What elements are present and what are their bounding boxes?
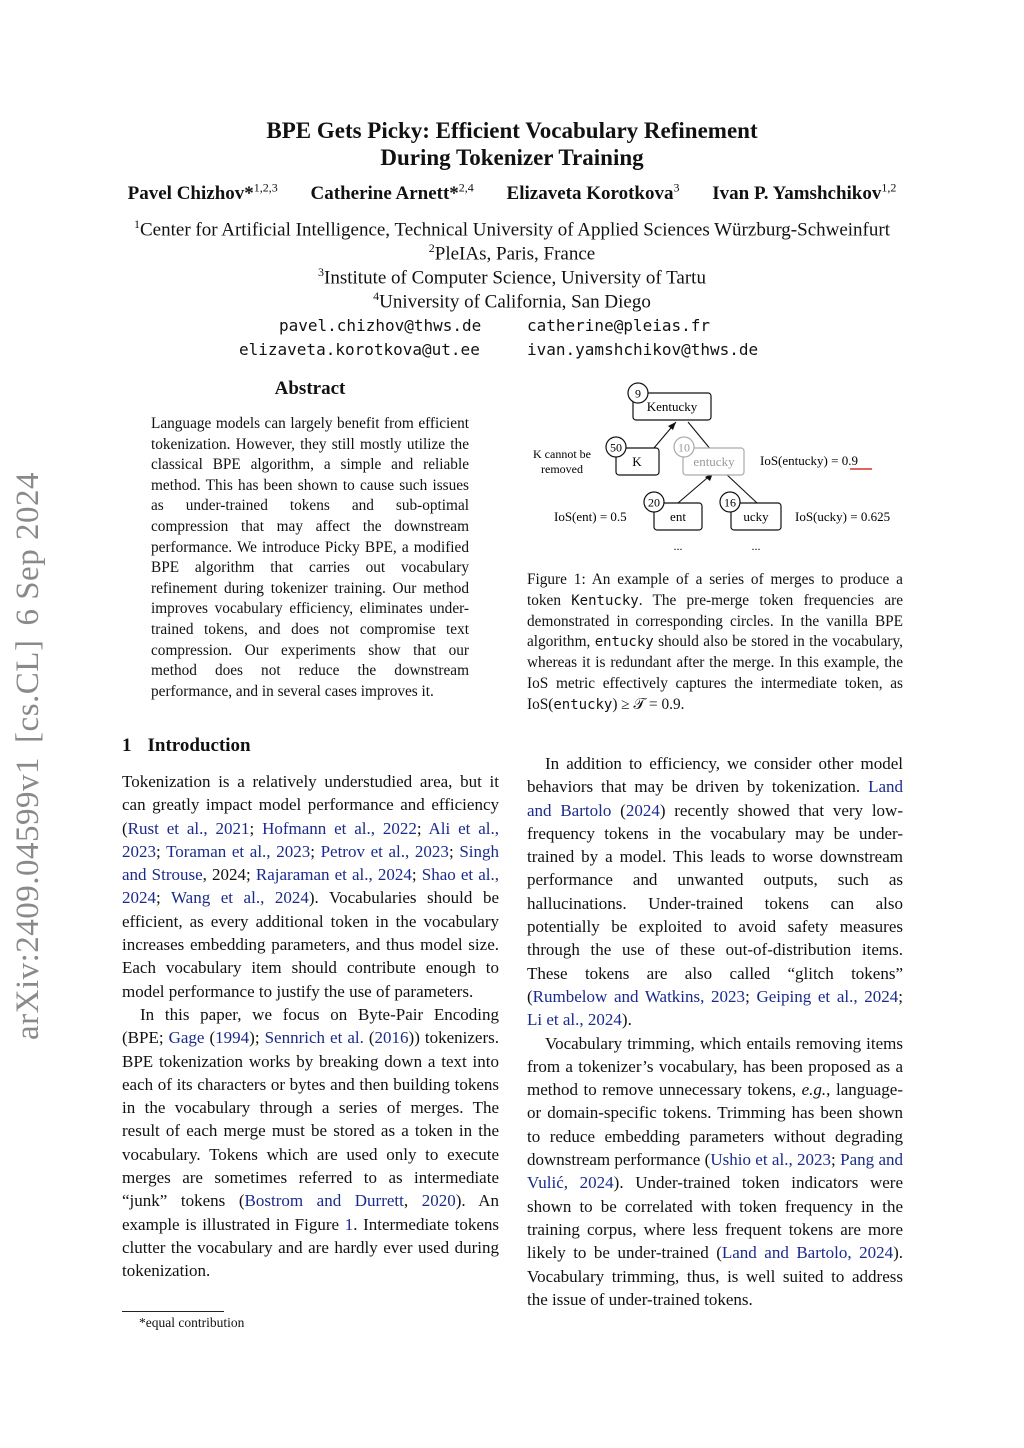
- citation-link[interactable]: Pang and Vulić, 2024: [527, 1150, 904, 1193]
- citation-link[interactable]: Li et al., 2024: [527, 1010, 622, 1030]
- citation-link[interactable]: Rumbelow and Watkins, 2023: [532, 986, 746, 1006]
- citation-link[interactable]: Ushio et al., 2023: [710, 1150, 832, 1170]
- paragraph: Vocabulary trimming, which entails removing items from a tokenizer’s vocabulary, has been proposed as a method to remove unnecessary tokens, e.g., language- or domain-specific tokens. Trimming has been shown to reduce embedding parameters without degrading downstream performance (Ushio et al., 2023; Pang and Vulić, 2024). Under-trained token indicators were shown to be correlated with token frequency in the training corpus, where less frequent tokens are more likely to be under-trained (Land and Bartolo, 2024). Vocabulary trimming, thus, is well suited to address the issue of under-trained tokens.: [527, 1033, 904, 1309]
- node-ucky-label: ucky: [743, 509, 769, 524]
- affiliation: $^2$PleIAs, Paris, France: [428, 241, 596, 265]
- arxiv-date: 6 Sep 2024: [10, 472, 46, 626]
- figure-1-caption: Figure 1: An example of a series of merges to produce a token Kentucky. The pre-merge token frequencies are demonstrated in corresponding circles. In the vanilla BPE algorithm, entucky should also be stored in the vocabulary, whereas it is redundant after the merge. In this example, the IoS metric effectively captures the intermediate token, as IoS(entucky) ≥ 𝒯 = 0.9.: [527, 571, 903, 713]
- abstract-heading: Abstract: [274, 378, 346, 399]
- right-column: [527, 752, 903, 1311]
- email-link[interactable]: catherine@pleias.fr: [527, 316, 711, 335]
- node-k-label: K: [632, 454, 642, 469]
- section-heading: 1 Introduction: [122, 735, 251, 756]
- figure-1-diagram: [520, 378, 910, 558]
- freq-ucky: 16: [724, 495, 736, 510]
- ellipsis: ...: [673, 539, 683, 553]
- node-ent-label: ent: [670, 509, 686, 524]
- citation-link[interactable]: Geiping et al., 2024: [756, 986, 899, 1006]
- arxiv-category: [cs.CL]: [10, 639, 46, 743]
- title-line-2: During Tokenizer Training: [380, 145, 644, 170]
- ellipsis: ...: [751, 539, 761, 553]
- citation-link[interactable]: Gage: [168, 1028, 205, 1048]
- ios-ucky: IoS(ucky) = 0.625: [795, 509, 891, 524]
- author: Catherine Arnett*$^{2,4}$: [310, 181, 474, 205]
- node-entucky-label: entucky: [693, 454, 735, 469]
- citation-link[interactable]: Ali et al., 2023: [122, 818, 500, 861]
- citation-link[interactable]: 2020: [421, 1191, 456, 1211]
- k-note: removed: [541, 462, 583, 476]
- paragraph: In addition to efficiency, we consider other model behaviors that may be driven by tokenization. Land and Bartolo (2024) recently showed that very low-frequency tokens in the vocabulary may be under-trained by a model. This leads to worse downstream performance and unwanted outputs, such as hallucinations. Under-trained tokens can also potentially be exploited to avoid safety measures through the use of these out-of-distribution items. These tokens are also called “glitch tokens” (Rumbelow and Watkins, 2023; Geiping et al., 2024; Li et al., 2024).: [527, 754, 903, 1030]
- affiliation: $^3$Institute of Computer Science, University of Tartu: [318, 265, 706, 289]
- email-link[interactable]: elizaveta.korotkova@ut.ee: [239, 340, 480, 359]
- title-line-1: BPE Gets Picky: Efficient Vocabulary Refinement: [266, 118, 758, 143]
- figure-ref-link[interactable]: 1: [344, 1214, 354, 1234]
- affiliation: $^4$University of California, San Diego: [373, 289, 651, 313]
- footnote: *equal contribution: [139, 1315, 245, 1330]
- citation-link[interactable]: Hofmann et al., 2022: [262, 818, 417, 838]
- k-note: K cannot be: [533, 447, 591, 461]
- affiliation: $^1$Center for Artificial Intelligence, Technical University of Applied Sciences Würzburg-Schweinfurt: [134, 217, 890, 241]
- author: Pavel Chizhov*$^{1,2,3}$: [127, 181, 278, 205]
- citation-link[interactable]: Singh and Strouse: [122, 841, 499, 885]
- citation-link[interactable]: Land and Bartolo, 2024: [721, 1243, 894, 1263]
- citation-link[interactable]: 1994: [215, 1028, 250, 1048]
- citation-link[interactable]: Sennrich et al.: [264, 1028, 364, 1048]
- citation-link[interactable]: Rajaraman et al., 2024: [255, 865, 412, 885]
- freq-kentucky: 9: [635, 386, 641, 401]
- footnote-rule: [122, 1311, 224, 1312]
- freq-entucky: 10: [678, 440, 690, 455]
- left-column: [122, 770, 499, 1283]
- paper-title: [0, 117, 1024, 171]
- ios-entucky: IoS(entucky) = 0.9: [760, 453, 858, 468]
- paragraph: Tokenization is a relatively understudied area, but it can greatly impact model performance and efficiency (Rust et al., 2021; Hofmann et al., 2022; Ali et al., 2023; Toraman et al., 2023; Petrov et al., 2023; Singh and Strouse, 2024; Rajaraman et al., 2024; Shao et al., 2024; Wang et al., 2024). Vocabularies should be efficient, as every additional token in the vocabulary increases embedding parameters, and thus model size. Each vocabulary item should contribute enough to model performance to justify the use of parameters.: [122, 772, 500, 1001]
- citation-link[interactable]: Bostrom and Durrett: [244, 1191, 404, 1211]
- citation-link[interactable]: Wang et al., 2024: [170, 888, 309, 908]
- email-link[interactable]: pavel.chizhov@thws.de: [279, 316, 482, 335]
- author: Elizaveta Korotkova$^3$: [506, 181, 680, 205]
- citation-link[interactable]: Land and Bartolo: [527, 777, 903, 820]
- citation-link[interactable]: 2016: [374, 1028, 409, 1048]
- ios-ent: IoS(ent) = 0.5: [554, 509, 627, 524]
- citation-link[interactable]: Rust et al., 2021: [127, 818, 250, 838]
- author-list: [0, 181, 1024, 205]
- paragraph: In this paper, we focus on Byte-Pair Encoding (BPE; Gage (1994); Sennrich et al. (2016)) tokenizers. BPE tokenization works by breaking down a text into each of its characters or bytes and then building tokens in the vocabulary through a series of merges. The result of each merge must be stored as a token in the vocabulary. Tokens which are used only to execute merges are sometimes referred to as intermediate “junk” tokens (Bostrom and Durrett, 2020). An example is illustrated in Figure 1. Intermediate tokens clutter the vocabulary and are hardly ever used during tokenization.: [122, 1004, 500, 1281]
- citation-link[interactable]: Petrov et al., 2023: [320, 841, 449, 861]
- citation-link[interactable]: Toraman et al., 2023: [166, 841, 311, 861]
- abstract-body: Language models can largely benefit from efficient tokenization. However, they still mostly utilize the classical BPE algorithm, a simple and reliable method. This has been shown to cause such issues as under-trained tokens and sub-optimal compression that may affect the downstream performance. We introduce Picky BPE, a modified BPE algorithm that carries out vocabulary refinement during tokenizer training. Our method improves vocabulary efficiency, eliminates under-trained tokens, and does not compromise text compression. Our experiments show that our method does not reduce the downstream performance, and in several cases improves it.: [151, 415, 469, 700]
- arxiv-id: arXiv:2409.04599v1: [10, 756, 46, 1040]
- citation-link[interactable]: 2024: [625, 800, 660, 820]
- node-kentucky-label: Kentucky: [646, 399, 698, 414]
- author: Ivan P. Yamshchikov$^{1,2}$: [712, 181, 897, 205]
- freq-ent: 20: [648, 495, 660, 510]
- freq-k: 50: [610, 440, 622, 455]
- email-link[interactable]: ivan.yamshchikov@thws.de: [527, 340, 759, 359]
- citation-link[interactable]: Shao et al., 2024: [122, 865, 499, 908]
